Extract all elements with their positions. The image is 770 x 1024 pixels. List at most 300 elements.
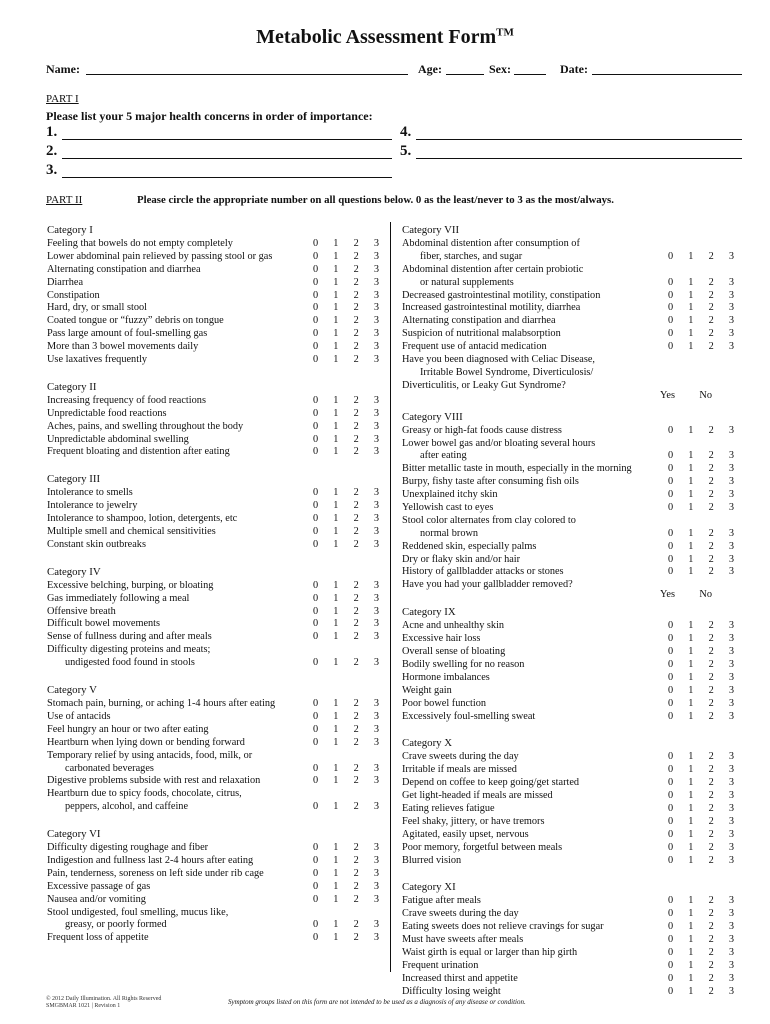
rating-option-0[interactable]: 0 bbox=[313, 513, 319, 525]
rating-option-0[interactable]: 0 bbox=[313, 801, 319, 813]
rating-option-2[interactable]: 2 bbox=[353, 710, 359, 722]
rating-option-2[interactable]: 2 bbox=[353, 880, 359, 892]
rating-option-3[interactable]: 3 bbox=[373, 710, 379, 722]
rating-option-0[interactable]: 0 bbox=[313, 854, 319, 866]
rating-option-0[interactable]: 0 bbox=[668, 658, 674, 670]
rating-option-1[interactable]: 1 bbox=[333, 238, 339, 249]
rating-option-3[interactable]: 3 bbox=[728, 985, 734, 997]
rating-option-3[interactable]: 3 bbox=[728, 276, 734, 288]
rating-option-1[interactable]: 1 bbox=[333, 880, 339, 892]
rating-option-3[interactable]: 3 bbox=[373, 618, 379, 630]
rating-option-3[interactable]: 3 bbox=[373, 893, 379, 905]
rating-option-1[interactable]: 1 bbox=[688, 828, 694, 840]
rating-option-3[interactable]: 3 bbox=[728, 489, 734, 501]
rating-option-2[interactable]: 2 bbox=[353, 631, 359, 643]
rating-option-1[interactable]: 1 bbox=[333, 263, 339, 275]
rating-option-0[interactable]: 0 bbox=[668, 710, 674, 722]
rating-option-0[interactable]: 0 bbox=[668, 289, 674, 301]
rating-option-3[interactable]: 3 bbox=[728, 854, 734, 866]
rating-option-2[interactable]: 2 bbox=[708, 328, 714, 340]
rating-option-1[interactable]: 1 bbox=[688, 315, 694, 327]
rating-option-0[interactable]: 0 bbox=[668, 276, 674, 288]
rating-option-1[interactable]: 1 bbox=[688, 302, 694, 314]
rating-option-2[interactable]: 2 bbox=[708, 424, 714, 436]
rating-option-3[interactable]: 3 bbox=[728, 684, 734, 696]
rating-option-0[interactable]: 0 bbox=[668, 633, 674, 645]
rating-option-2[interactable]: 2 bbox=[708, 959, 714, 971]
rating-option-3[interactable]: 3 bbox=[728, 566, 734, 578]
rating-option-1[interactable]: 1 bbox=[688, 841, 694, 853]
rating-option-1[interactable]: 1 bbox=[688, 463, 694, 475]
rating-option-2[interactable]: 2 bbox=[708, 315, 714, 327]
rating-option-2[interactable]: 2 bbox=[708, 646, 714, 658]
rating-option-0[interactable]: 0 bbox=[313, 880, 319, 892]
rating-option-2[interactable]: 2 bbox=[708, 276, 714, 288]
rating-option-1[interactable]: 1 bbox=[333, 867, 339, 879]
rating-option-3[interactable]: 3 bbox=[728, 450, 734, 462]
rating-option-3[interactable]: 3 bbox=[373, 801, 379, 813]
rating-option-3[interactable]: 3 bbox=[373, 775, 379, 787]
rating-option-3[interactable]: 3 bbox=[728, 250, 734, 262]
no-option[interactable]: No bbox=[699, 589, 712, 601]
rating-option-0[interactable]: 0 bbox=[668, 959, 674, 971]
rating-option-2[interactable]: 2 bbox=[353, 854, 359, 866]
rating-option-3[interactable]: 3 bbox=[728, 658, 734, 670]
rating-option-2[interactable]: 2 bbox=[353, 250, 359, 262]
rating-option-3[interactable]: 3 bbox=[728, 302, 734, 314]
rating-option-2[interactable]: 2 bbox=[708, 921, 714, 933]
rating-option-3[interactable]: 3 bbox=[373, 698, 379, 710]
rating-option-0[interactable]: 0 bbox=[313, 526, 319, 538]
rating-option-2[interactable]: 2 bbox=[353, 446, 359, 458]
rating-option-2[interactable]: 2 bbox=[708, 527, 714, 539]
rating-option-0[interactable]: 0 bbox=[668, 684, 674, 696]
rating-option-3[interactable]: 3 bbox=[728, 463, 734, 475]
rating-option-2[interactable]: 2 bbox=[708, 341, 714, 353]
rating-option-2[interactable]: 2 bbox=[353, 579, 359, 591]
rating-option-1[interactable]: 1 bbox=[333, 407, 339, 419]
rating-option-0[interactable]: 0 bbox=[668, 751, 674, 763]
rating-option-0[interactable]: 0 bbox=[668, 985, 674, 997]
rating-option-1[interactable]: 1 bbox=[333, 579, 339, 591]
rating-option-0[interactable]: 0 bbox=[668, 946, 674, 958]
rating-option-2[interactable]: 2 bbox=[708, 553, 714, 565]
rating-option-1[interactable]: 1 bbox=[688, 802, 694, 814]
rating-option-1[interactable]: 1 bbox=[333, 698, 339, 710]
rating-option-2[interactable]: 2 bbox=[708, 751, 714, 763]
rating-option-3[interactable]: 3 bbox=[373, 420, 379, 432]
rating-option-3[interactable]: 3 bbox=[373, 250, 379, 262]
rating-option-2[interactable]: 2 bbox=[353, 657, 359, 669]
rating-option-0[interactable]: 0 bbox=[668, 828, 674, 840]
rating-option-2[interactable]: 2 bbox=[353, 775, 359, 787]
rating-option-2[interactable]: 2 bbox=[708, 633, 714, 645]
rating-option-3[interactable]: 3 bbox=[373, 354, 379, 366]
rating-option-2[interactable]: 2 bbox=[708, 289, 714, 301]
yes-option[interactable]: Yes bbox=[660, 389, 675, 401]
rating-option-2[interactable]: 2 bbox=[708, 463, 714, 475]
rating-option-3[interactable]: 3 bbox=[373, 394, 379, 406]
rating-option-3[interactable]: 3 bbox=[728, 895, 734, 907]
rating-option-3[interactable]: 3 bbox=[373, 433, 379, 445]
rating-option-0[interactable]: 0 bbox=[313, 500, 319, 512]
rating-option-2[interactable]: 2 bbox=[353, 500, 359, 512]
rating-option-3[interactable]: 3 bbox=[373, 526, 379, 538]
rating-option-2[interactable]: 2 bbox=[708, 895, 714, 907]
rating-option-0[interactable]: 0 bbox=[668, 489, 674, 501]
rating-option-0[interactable]: 0 bbox=[668, 854, 674, 866]
rating-option-3[interactable]: 3 bbox=[728, 934, 734, 946]
rating-option-1[interactable]: 1 bbox=[688, 751, 694, 763]
rating-option-2[interactable]: 2 bbox=[353, 618, 359, 630]
rating-option-2[interactable]: 2 bbox=[353, 842, 359, 854]
rating-option-3[interactable]: 3 bbox=[373, 854, 379, 866]
rating-option-2[interactable]: 2 bbox=[353, 736, 359, 748]
rating-option-3[interactable]: 3 bbox=[373, 487, 379, 499]
rating-option-0[interactable]: 0 bbox=[313, 932, 319, 944]
rating-option-3[interactable]: 3 bbox=[373, 919, 379, 931]
rating-option-0[interactable]: 0 bbox=[313, 775, 319, 787]
rating-option-3[interactable]: 3 bbox=[373, 513, 379, 525]
rating-option-3[interactable]: 3 bbox=[728, 790, 734, 802]
rating-option-0[interactable]: 0 bbox=[668, 476, 674, 488]
rating-option-1[interactable]: 1 bbox=[688, 972, 694, 984]
rating-option-2[interactable]: 2 bbox=[353, 302, 359, 314]
rating-option-1[interactable]: 1 bbox=[688, 540, 694, 552]
rating-option-2[interactable]: 2 bbox=[353, 420, 359, 432]
rating-option-1[interactable]: 1 bbox=[688, 620, 694, 632]
rating-option-1[interactable]: 1 bbox=[688, 633, 694, 645]
rating-option-1[interactable]: 1 bbox=[688, 276, 694, 288]
rating-option-0[interactable]: 0 bbox=[668, 908, 674, 920]
rating-option-3[interactable]: 3 bbox=[373, 723, 379, 735]
rating-option-3[interactable]: 3 bbox=[728, 710, 734, 722]
rating-option-0[interactable]: 0 bbox=[668, 502, 674, 514]
rating-option-3[interactable]: 3 bbox=[728, 476, 734, 488]
rating-option-0[interactable]: 0 bbox=[313, 710, 319, 722]
rating-option-3[interactable]: 3 bbox=[373, 762, 379, 774]
rating-option-0[interactable]: 0 bbox=[313, 723, 319, 735]
rating-option-2[interactable]: 2 bbox=[708, 540, 714, 552]
rating-option-3[interactable]: 3 bbox=[728, 328, 734, 340]
rating-option-0[interactable]: 0 bbox=[668, 697, 674, 709]
rating-option-1[interactable]: 1 bbox=[688, 476, 694, 488]
rating-option-0[interactable]: 0 bbox=[668, 424, 674, 436]
rating-option-2[interactable]: 2 bbox=[353, 433, 359, 445]
rating-option-1[interactable]: 1 bbox=[688, 908, 694, 920]
rating-option-1[interactable]: 1 bbox=[333, 487, 339, 499]
rating-option-2[interactable]: 2 bbox=[353, 919, 359, 931]
rating-option-1[interactable]: 1 bbox=[333, 302, 339, 314]
rating-option-0[interactable]: 0 bbox=[313, 289, 319, 301]
rating-option-2[interactable]: 2 bbox=[353, 289, 359, 301]
rating-option-2[interactable]: 2 bbox=[353, 487, 359, 499]
date-field[interactable] bbox=[592, 74, 742, 75]
rating-option-3[interactable]: 3 bbox=[728, 802, 734, 814]
rating-option-1[interactable]: 1 bbox=[688, 553, 694, 565]
rating-option-1[interactable]: 1 bbox=[333, 657, 339, 669]
rating-option-0[interactable]: 0 bbox=[313, 487, 319, 499]
rating-option-3[interactable]: 3 bbox=[373, 736, 379, 748]
rating-option-1[interactable]: 1 bbox=[333, 354, 339, 366]
rating-option-3[interactable]: 3 bbox=[728, 841, 734, 853]
rating-option-2[interactable]: 2 bbox=[708, 946, 714, 958]
rating-option-1[interactable]: 1 bbox=[333, 631, 339, 643]
rating-option-2[interactable]: 2 bbox=[353, 538, 359, 550]
rating-option-3[interactable]: 3 bbox=[373, 315, 379, 327]
rating-option-1[interactable]: 1 bbox=[688, 527, 694, 539]
rating-option-0[interactable]: 0 bbox=[668, 463, 674, 475]
rating-option-3[interactable]: 3 bbox=[728, 777, 734, 789]
rating-option-1[interactable]: 1 bbox=[333, 289, 339, 301]
rating-option-0[interactable]: 0 bbox=[313, 433, 319, 445]
rating-option-2[interactable]: 2 bbox=[708, 476, 714, 488]
rating-option-0[interactable]: 0 bbox=[668, 802, 674, 814]
rating-option-2[interactable]: 2 bbox=[708, 566, 714, 578]
rating-option-0[interactable]: 0 bbox=[313, 354, 319, 366]
rating-option-3[interactable]: 3 bbox=[373, 289, 379, 301]
rating-option-3[interactable]: 3 bbox=[728, 553, 734, 565]
rating-option-3[interactable]: 3 bbox=[373, 880, 379, 892]
rating-option-1[interactable]: 1 bbox=[688, 502, 694, 514]
rating-option-3[interactable]: 3 bbox=[728, 671, 734, 683]
rating-option-1[interactable]: 1 bbox=[688, 790, 694, 802]
rating-option-0[interactable]: 0 bbox=[668, 527, 674, 539]
rating-option-1[interactable]: 1 bbox=[333, 315, 339, 327]
rating-option-1[interactable]: 1 bbox=[333, 500, 339, 512]
rating-option-2[interactable]: 2 bbox=[353, 723, 359, 735]
rating-option-2[interactable]: 2 bbox=[353, 407, 359, 419]
rating-option-2[interactable]: 2 bbox=[353, 394, 359, 406]
rating-option-1[interactable]: 1 bbox=[333, 420, 339, 432]
rating-option-0[interactable]: 0 bbox=[668, 250, 674, 262]
rating-option-2[interactable]: 2 bbox=[708, 450, 714, 462]
rating-option-1[interactable]: 1 bbox=[333, 328, 339, 340]
rating-option-2[interactable]: 2 bbox=[353, 328, 359, 340]
rating-option-1[interactable]: 1 bbox=[688, 566, 694, 578]
rating-option-3[interactable]: 3 bbox=[373, 446, 379, 458]
rating-option-3[interactable]: 3 bbox=[373, 538, 379, 550]
rating-option-2[interactable]: 2 bbox=[353, 762, 359, 774]
rating-option-0[interactable]: 0 bbox=[668, 302, 674, 314]
rating-option-3[interactable]: 3 bbox=[728, 828, 734, 840]
rating-option-0[interactable]: 0 bbox=[668, 450, 674, 462]
rating-option-2[interactable]: 2 bbox=[708, 684, 714, 696]
rating-option-2[interactable]: 2 bbox=[708, 710, 714, 722]
rating-option-1[interactable]: 1 bbox=[333, 433, 339, 445]
rating-option-1[interactable]: 1 bbox=[688, 684, 694, 696]
rating-option-3[interactable]: 3 bbox=[373, 263, 379, 275]
rating-option-2[interactable]: 2 bbox=[353, 263, 359, 275]
rating-option-2[interactable]: 2 bbox=[708, 620, 714, 632]
rating-option-1[interactable]: 1 bbox=[688, 815, 694, 827]
name-field[interactable] bbox=[86, 74, 408, 75]
rating-option-1[interactable]: 1 bbox=[688, 450, 694, 462]
rating-option-3[interactable]: 3 bbox=[728, 620, 734, 632]
rating-option-0[interactable]: 0 bbox=[313, 631, 319, 643]
rating-option-2[interactable]: 2 bbox=[708, 841, 714, 853]
rating-option-3[interactable]: 3 bbox=[728, 764, 734, 776]
rating-option-1[interactable]: 1 bbox=[688, 959, 694, 971]
rating-option-3[interactable]: 3 bbox=[728, 751, 734, 763]
rating-option-2[interactable]: 2 bbox=[708, 489, 714, 501]
rating-option-1[interactable]: 1 bbox=[688, 341, 694, 353]
rating-option-1[interactable]: 1 bbox=[333, 394, 339, 406]
rating-option-3[interactable]: 3 bbox=[373, 592, 379, 604]
rating-option-2[interactable]: 2 bbox=[353, 605, 359, 617]
rating-option-3[interactable]: 3 bbox=[373, 407, 379, 419]
rating-option-2[interactable]: 2 bbox=[353, 238, 359, 249]
rating-option-2[interactable]: 2 bbox=[708, 302, 714, 314]
rating-option-1[interactable]: 1 bbox=[333, 526, 339, 538]
rating-option-1[interactable]: 1 bbox=[688, 646, 694, 658]
rating-option-1[interactable]: 1 bbox=[333, 592, 339, 604]
rating-option-0[interactable]: 0 bbox=[313, 842, 319, 854]
rating-option-0[interactable]: 0 bbox=[313, 420, 319, 432]
age-field[interactable] bbox=[446, 74, 484, 75]
rating-option-1[interactable]: 1 bbox=[333, 932, 339, 944]
rating-option-0[interactable]: 0 bbox=[668, 895, 674, 907]
rating-option-1[interactable]: 1 bbox=[688, 710, 694, 722]
rating-option-3[interactable]: 3 bbox=[728, 527, 734, 539]
rating-option-2[interactable]: 2 bbox=[708, 828, 714, 840]
rating-option-0[interactable]: 0 bbox=[313, 592, 319, 604]
rating-option-0[interactable]: 0 bbox=[668, 671, 674, 683]
rating-option-2[interactable]: 2 bbox=[708, 250, 714, 262]
rating-option-0[interactable]: 0 bbox=[668, 921, 674, 933]
rating-option-2[interactable]: 2 bbox=[353, 867, 359, 879]
rating-option-0[interactable]: 0 bbox=[313, 893, 319, 905]
rating-option-1[interactable]: 1 bbox=[333, 801, 339, 813]
rating-option-2[interactable]: 2 bbox=[353, 592, 359, 604]
rating-option-1[interactable]: 1 bbox=[333, 250, 339, 262]
rating-option-3[interactable]: 3 bbox=[373, 238, 379, 249]
rating-option-2[interactable]: 2 bbox=[708, 985, 714, 997]
rating-option-0[interactable]: 0 bbox=[313, 867, 319, 879]
no-option[interactable]: No bbox=[699, 389, 712, 401]
rating-option-1[interactable]: 1 bbox=[688, 289, 694, 301]
rating-option-1[interactable]: 1 bbox=[333, 710, 339, 722]
rating-option-3[interactable]: 3 bbox=[373, 579, 379, 591]
rating-option-3[interactable]: 3 bbox=[728, 815, 734, 827]
rating-option-3[interactable]: 3 bbox=[728, 972, 734, 984]
rating-option-0[interactable]: 0 bbox=[313, 657, 319, 669]
rating-option-2[interactable]: 2 bbox=[353, 354, 359, 366]
rating-option-0[interactable]: 0 bbox=[668, 841, 674, 853]
rating-option-2[interactable]: 2 bbox=[708, 854, 714, 866]
rating-option-0[interactable]: 0 bbox=[313, 579, 319, 591]
rating-option-1[interactable]: 1 bbox=[688, 934, 694, 946]
rating-option-2[interactable]: 2 bbox=[708, 658, 714, 670]
rating-option-1[interactable]: 1 bbox=[333, 513, 339, 525]
rating-option-1[interactable]: 1 bbox=[688, 777, 694, 789]
rating-option-2[interactable]: 2 bbox=[708, 802, 714, 814]
concern-5-field[interactable] bbox=[416, 158, 742, 159]
rating-option-3[interactable]: 3 bbox=[728, 289, 734, 301]
rating-option-3[interactable]: 3 bbox=[728, 502, 734, 514]
rating-option-3[interactable]: 3 bbox=[728, 341, 734, 353]
rating-option-3[interactable]: 3 bbox=[728, 921, 734, 933]
concern-2-field[interactable] bbox=[62, 158, 392, 159]
rating-option-0[interactable]: 0 bbox=[313, 919, 319, 931]
rating-option-0[interactable]: 0 bbox=[668, 553, 674, 565]
rating-option-0[interactable]: 0 bbox=[668, 540, 674, 552]
rating-option-1[interactable]: 1 bbox=[333, 538, 339, 550]
rating-option-0[interactable]: 0 bbox=[313, 618, 319, 630]
rating-option-2[interactable]: 2 bbox=[353, 341, 359, 353]
rating-option-1[interactable]: 1 bbox=[688, 658, 694, 670]
rating-option-3[interactable]: 3 bbox=[728, 908, 734, 920]
rating-option-2[interactable]: 2 bbox=[708, 671, 714, 683]
rating-option-1[interactable]: 1 bbox=[333, 893, 339, 905]
rating-option-3[interactable]: 3 bbox=[373, 842, 379, 854]
rating-option-1[interactable]: 1 bbox=[333, 723, 339, 735]
rating-option-2[interactable]: 2 bbox=[708, 777, 714, 789]
rating-option-1[interactable]: 1 bbox=[333, 736, 339, 748]
rating-option-0[interactable]: 0 bbox=[313, 446, 319, 458]
rating-option-0[interactable]: 0 bbox=[668, 790, 674, 802]
rating-option-0[interactable]: 0 bbox=[313, 328, 319, 340]
rating-option-1[interactable]: 1 bbox=[688, 895, 694, 907]
rating-option-3[interactable]: 3 bbox=[373, 605, 379, 617]
rating-option-2[interactable]: 2 bbox=[353, 801, 359, 813]
rating-option-1[interactable]: 1 bbox=[333, 854, 339, 866]
rating-option-0[interactable]: 0 bbox=[313, 238, 319, 249]
rating-option-0[interactable]: 0 bbox=[668, 620, 674, 632]
rating-option-1[interactable]: 1 bbox=[333, 775, 339, 787]
rating-option-0[interactable]: 0 bbox=[668, 566, 674, 578]
rating-option-1[interactable]: 1 bbox=[688, 921, 694, 933]
rating-option-0[interactable]: 0 bbox=[313, 538, 319, 550]
rating-option-2[interactable]: 2 bbox=[708, 972, 714, 984]
rating-option-0[interactable]: 0 bbox=[668, 777, 674, 789]
rating-option-0[interactable]: 0 bbox=[313, 407, 319, 419]
rating-option-1[interactable]: 1 bbox=[688, 946, 694, 958]
rating-option-1[interactable]: 1 bbox=[688, 424, 694, 436]
rating-option-2[interactable]: 2 bbox=[708, 697, 714, 709]
rating-option-3[interactable]: 3 bbox=[373, 328, 379, 340]
rating-option-2[interactable]: 2 bbox=[708, 502, 714, 514]
rating-option-2[interactable]: 2 bbox=[353, 513, 359, 525]
rating-option-0[interactable]: 0 bbox=[668, 646, 674, 658]
rating-option-3[interactable]: 3 bbox=[728, 633, 734, 645]
rating-option-0[interactable]: 0 bbox=[313, 736, 319, 748]
concern-1-field[interactable] bbox=[62, 139, 392, 140]
rating-option-3[interactable]: 3 bbox=[728, 540, 734, 552]
rating-option-0[interactable]: 0 bbox=[313, 250, 319, 262]
rating-option-2[interactable]: 2 bbox=[708, 934, 714, 946]
rating-option-1[interactable]: 1 bbox=[688, 854, 694, 866]
rating-option-0[interactable]: 0 bbox=[668, 815, 674, 827]
rating-option-2[interactable]: 2 bbox=[708, 815, 714, 827]
rating-option-3[interactable]: 3 bbox=[728, 646, 734, 658]
rating-option-3[interactable]: 3 bbox=[373, 302, 379, 314]
rating-option-0[interactable]: 0 bbox=[668, 934, 674, 946]
rating-option-3[interactable]: 3 bbox=[373, 932, 379, 944]
rating-option-1[interactable]: 1 bbox=[688, 489, 694, 501]
rating-option-1[interactable]: 1 bbox=[688, 697, 694, 709]
rating-option-2[interactable]: 2 bbox=[708, 764, 714, 776]
rating-option-2[interactable]: 2 bbox=[353, 698, 359, 710]
rating-option-0[interactable]: 0 bbox=[313, 263, 319, 275]
concern-3-field[interactable] bbox=[62, 177, 392, 178]
rating-option-0[interactable]: 0 bbox=[313, 341, 319, 353]
rating-option-1[interactable]: 1 bbox=[333, 446, 339, 458]
rating-option-0[interactable]: 0 bbox=[313, 698, 319, 710]
yes-option[interactable]: Yes bbox=[660, 589, 675, 601]
rating-option-3[interactable]: 3 bbox=[728, 315, 734, 327]
rating-option-1[interactable]: 1 bbox=[333, 762, 339, 774]
